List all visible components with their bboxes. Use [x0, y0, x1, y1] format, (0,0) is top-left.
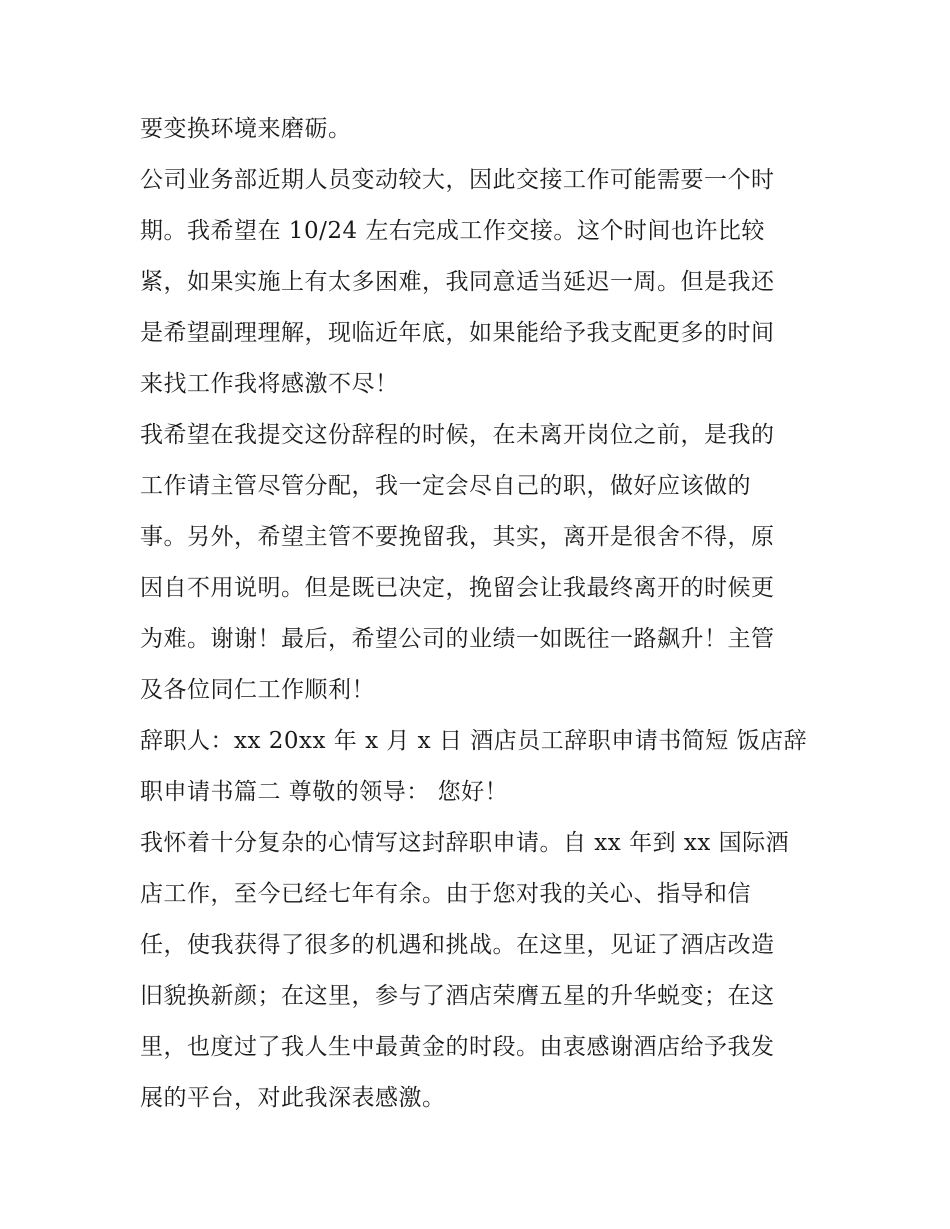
document-body: [140, 104, 820, 1124]
text-line: 为难。谢谢！最后，希望公司的业绩一如既往一路飙升！主管: [140, 626, 775, 652]
text-line: 旧貌换新颜；在这里，参与了酒店荣膺五星的升华蜕变；在这: [140, 983, 775, 1009]
text-line: 我希望在我提交这份辞程的时候，在未离开岗位之前，是我的: [140, 422, 775, 448]
text-line: 任，使我获得了很多的机遇和挑战。在这里，见证了酒店改造: [140, 932, 775, 958]
text-line: 展的平台，对此我深表感激。: [140, 1085, 446, 1111]
text-line: 期。我希望在 10/24 左右完成工作交接。这个时间也许比较: [140, 218, 765, 244]
text-line: 紧，如果实施上有太多困难，我同意适当延迟一周。但是我还: [140, 269, 775, 295]
text-line: 我怀着十分复杂的心情写这封辞职申请。自 xx 年到 xx 国际酒: [140, 830, 790, 856]
text-line: 是希望副理理解，现临近年底，如果能给予我支配更多的时间: [140, 320, 775, 346]
text-line: 来找工作我将感激不尽！: [140, 371, 399, 397]
text-line: 店工作，至今已经七年有余。由于您对我的关心、指导和信: [140, 881, 751, 907]
text-line: 及各位同仁工作顺利！: [140, 677, 375, 703]
text-line: 职申请书篇二 尊敬的领导： 您好！: [140, 779, 509, 805]
text-line: 辞职人：xx 20xx 年 x 月 x 日 酒店员工辞职申请书简短 饭店辞: [140, 728, 808, 754]
text-line: 公司业务部近期人员变动较大，因此交接工作可能需要一个时: [140, 167, 775, 193]
text-line: 工作请主管尽管分配，我一定会尽自己的职，做好应该做的: [140, 473, 751, 499]
text-line: 要变换环境来磨砺。: [140, 116, 352, 142]
text-line: 里，也度过了我人生中最黄金的时段。由衷感谢酒店给予我发: [140, 1034, 775, 1060]
text-line: 事。另外，希望主管不要挽留我，其实，离开是很舍不得，原: [140, 524, 775, 550]
text-line: 因自不用说明。但是既已决定，挽留会让我最终离开的时候更: [140, 575, 775, 601]
